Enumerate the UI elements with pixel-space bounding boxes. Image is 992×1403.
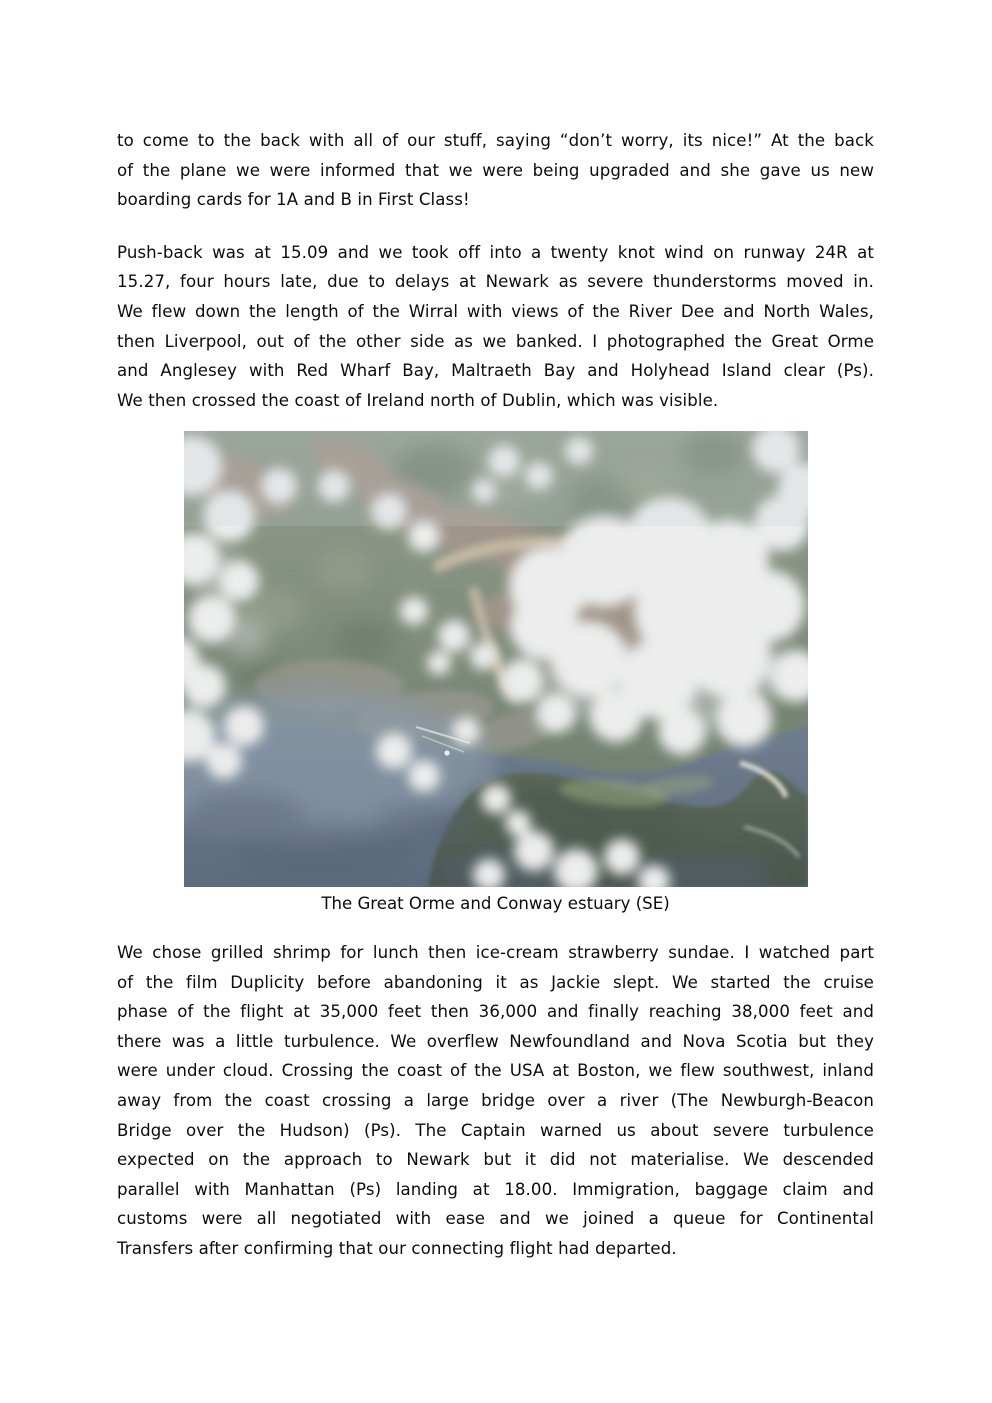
text-line: Push-back was at 15.09 and we took off into a twenty knot wind on runway 24R at (117, 242, 874, 262)
text-line: were under cloud. Crossing the coast of the USA at Boston, we flew southwest, inland (117, 1061, 874, 1081)
aerial-photo (184, 431, 808, 887)
photo-caption: The Great Orme and Conway estuary (SE) (321, 894, 670, 914)
text-line: of the plane we were informed that we were being upgraded and she gave us new (117, 160, 874, 180)
text-line: there was a little turbulence. We overflew Newfoundland and Nova Scotia but they (117, 1031, 874, 1051)
paragraph-3 (117, 938, 874, 1264)
text-line: and Anglesey with Red Wharf Bay, Maltraeth Bay and Holyhead Island clear (Ps). (117, 361, 874, 381)
text-line: then Liverpool, out of the other side as we banked. I photographed the Great Orme (117, 331, 874, 351)
text-line: Bridge over the Hudson) (Ps). The Captain warned us about severe turbulence (117, 1120, 874, 1140)
text-line: We then crossed the coast of Ireland north of Dublin, which was visible. (117, 390, 719, 410)
text-line: away from the coast crossing a large bridge over a river (The Newburgh-Beacon (117, 1090, 874, 1110)
paragraph-1 (117, 126, 874, 215)
text-line: to come to the back with all of our stuff, saying “don’t worry, its nice!” At the back (117, 131, 874, 150)
text-line: boarding cards for 1A and B in First Class! (117, 190, 470, 210)
haze-top (184, 431, 808, 526)
text-line: of the film Duplicity before abandoning it as Jackie slept. We started the cruise (117, 972, 874, 992)
figure-aerial-photo (117, 431, 874, 919)
text-line: phase of the flight at 35,000 feet then 36,000 and finally reaching 38,000 feet and (117, 1002, 874, 1022)
text-line: Transfers after confirming that our connecting flight had departed. (117, 1238, 677, 1258)
text-line: expected on the approach to Newark but it did not materialise. We descended (117, 1150, 874, 1170)
aerial-photo-illustration (184, 431, 808, 887)
paragraph-2 (117, 238, 874, 416)
text-line: 15.27, four hours late, due to delays at Newark as severe thunderstorms moved in. (117, 272, 874, 292)
text-line: parallel with Manhattan (Ps) landing at 18.00. Immigration, baggage claim and (117, 1179, 874, 1199)
text-line: We flew down the length of the Wirral with views of the River Dee and North Wales, (117, 301, 874, 321)
text-line: customs were all negotiated with ease and we joined a queue for Continental (117, 1209, 874, 1229)
text-line: We chose grilled shrimp for lunch then ice-cream strawberry sundae. I watched part (117, 942, 874, 962)
